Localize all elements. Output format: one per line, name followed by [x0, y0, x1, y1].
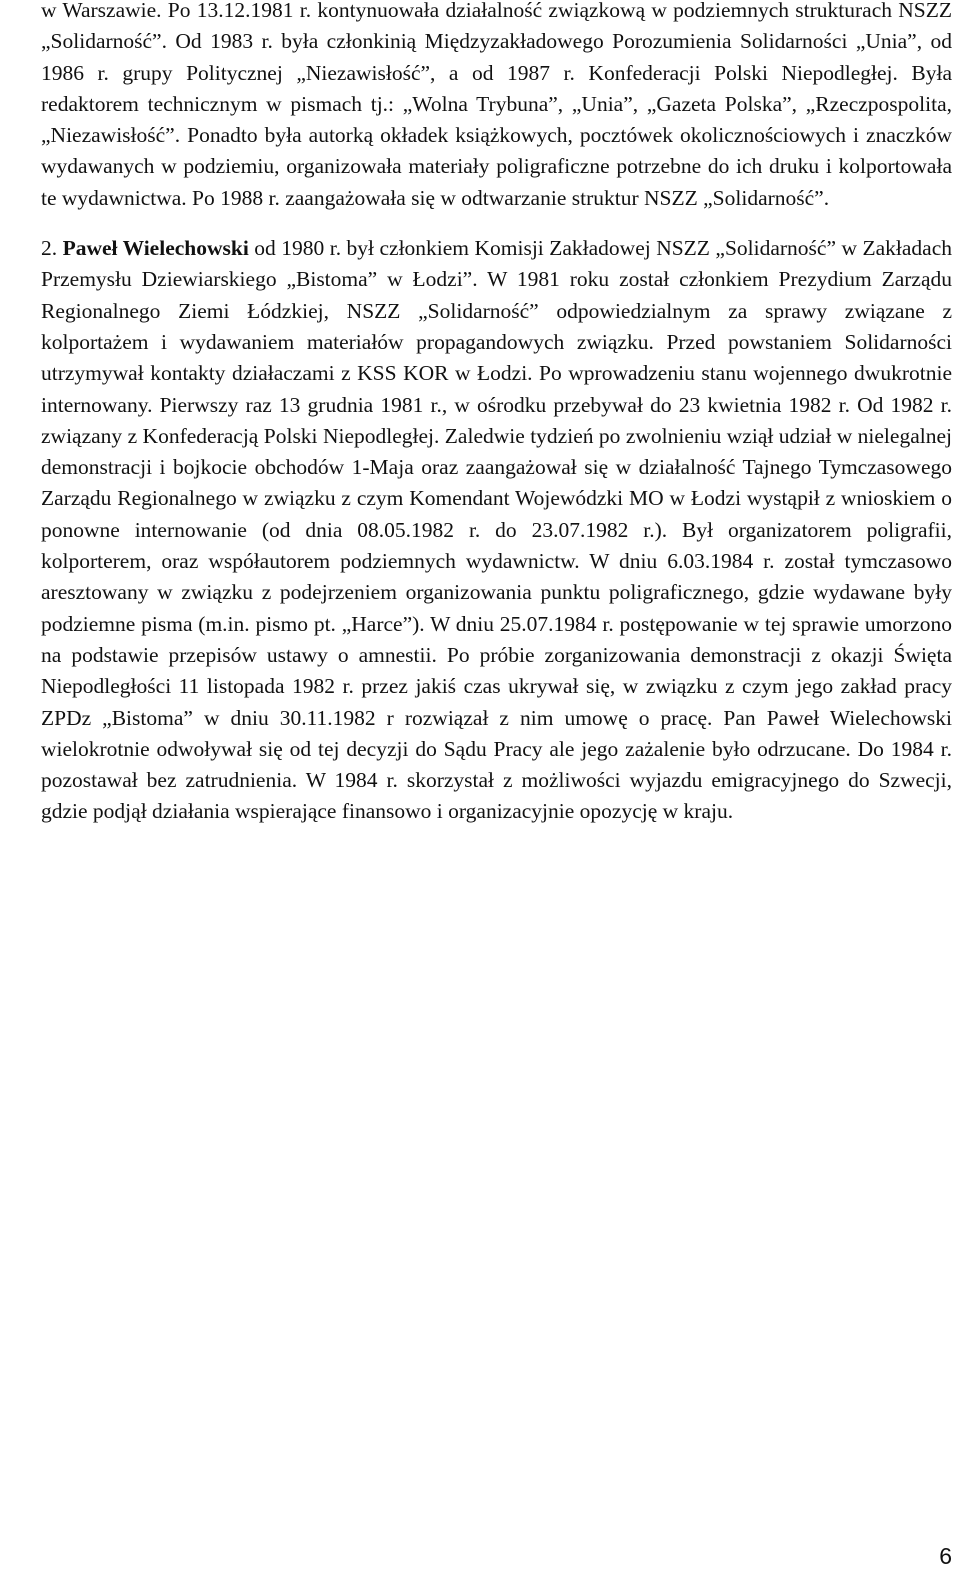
page-number: 6 — [939, 1543, 952, 1569]
paragraph-continued: w Warszawie. Po 13.12.1981 r. kontynuowała działalność związkową w podziemnych strukturach NSZZ „Solidarność”. Od 1983 r. była członkinią Międzyzakładowego Porozumienia Solidarności „Unia”, od 1986 r. grupy Politycznej „Niezawisłość”, a od 1987 r. Konfederacji Polski Niepodległej. Była redaktorem technicznym w pismach tj.: „Wolna Trybuna”, „Unia”, „Gazeta Polska”, „Rzeczpospolita, „Niezawisłość”. Ponadto była autorką okładek książkowych, pocztówek okolicznościowych i znaczków wydawanych w podziemiu, organizowała materiały poligraficzne potrzebne do ich druku i kolportowała te wydawnictwa. Po 1988 r. zaangażowała się w odtwarzanie struktur NSZZ „Solidarność”. — [41, 0, 952, 210]
paragraph-pawel-wielechowski — [41, 233, 952, 828]
person-name: Paweł Wielechowski — [62, 236, 249, 261]
document-body — [41, 0, 952, 828]
paragraph-number: 2. — [41, 236, 58, 261]
paragraph-text: od 1980 r. był członkiem Komisji Zakładowej NSZZ „Solidarność” w Zakładach Przemysłu Dziewiarskiego „Bistoma” w Łodzi”. W 1981 roku został członkiem Prezydium Zarządu Regionalnego Ziemi Łódzkiej, NSZZ „Solidarność” odpowiedzialnym za sprawy związane z kolportażem i wydawaniem materiałów propagandowych związku. Przed powstaniem Solidarności utrzymywał kontakty działaczami z KSS KOR w Łodzi. Po wprowadzeniu stanu wojennego dwukrotnie internowany. Pierwszy raz 13 grudnia 1981 r., w ośrodku przebywał do 23 kwietnia 1982 r. Od 1982 r. związany z Konfederacją Polski Niepodległej. Zaledwie tydzień po zwolnieniu wziął udział w nielegalnej demonstracji i bojkocie obchodów 1-Maja oraz zaangażował się w działalność Tajnego Tymczasowego Zarządu Regionalnego w związku z czym Komendant Wojewódzki MO w Łodzi wystąpił z wnioskiem o ponowne internowanie (od dnia 08.05.1982 r. do 23.07.1982 r.). Był organizatorem poligrafii, kolporterem, oraz współautorem podziemnych wydawnictw. W dniu 6.03.1984 r. został tymczasowo aresztowany w związku z podejrzeniem organizowania punktu poligraficznego, gdzie wydawane były podziemne pisma (m.in. pismo pt. „Harce”). W dniu 25.07.1984 r. postępowanie w tej sprawie umorzono na podstawie przepisów ustawy o amnestii. Po próbie zorganizowania demonstracji z okazji Święta Niepodległości 11 listopada 1982 r. przez jakiś czas ukrywał się, w związku z czym jego zakład pracy ZPDz „Bistoma” w dniu 30.11.1982 r rozwiązał z nim umowę o pracę. Pan Paweł Wielechowski wielokrotnie odwoływał się od tej decyzji do Sądu Pracy ale jego zażalenie było odrzucane. Do 1984 r. pozostawał bez zatrudnienia. W 1984 r. skorzystał z możliwości wyjazdu emigracyjnego do Szwecji, gdzie podjął działania wspierające finansowo i organizacyjnie opozycję w kraju. — [41, 236, 952, 824]
